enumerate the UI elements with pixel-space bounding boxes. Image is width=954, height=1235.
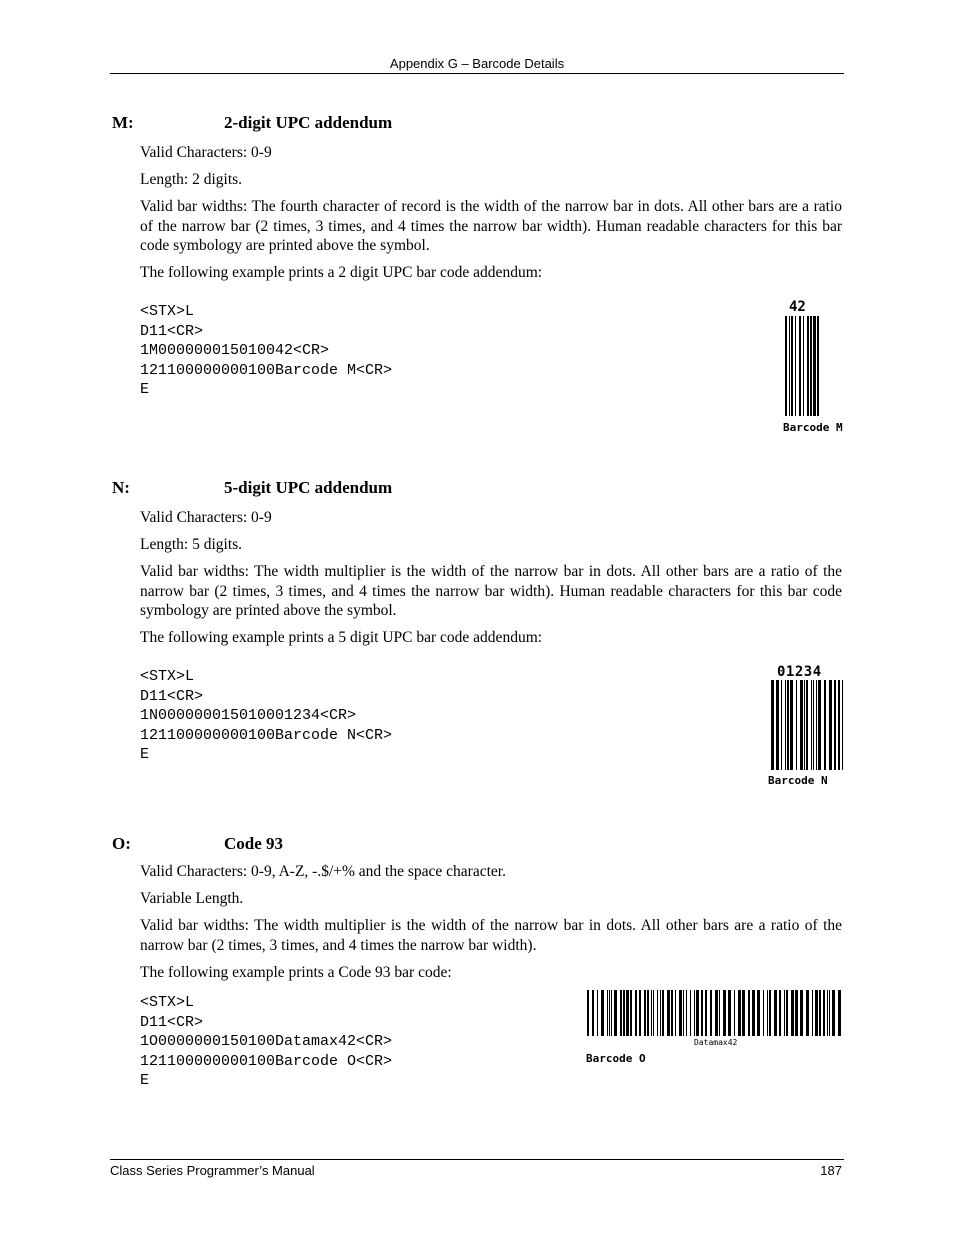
code-line: 1N000000015010001234<CR> [140, 707, 357, 725]
barcode-label: Barcode M [783, 421, 843, 434]
example-intro: The following example prints a 2 digit UPC bar code addendum: [140, 264, 543, 281]
barcode-bar [785, 680, 786, 770]
barcode-bar [752, 990, 755, 1036]
barcode-bar [816, 680, 817, 770]
barcode-bar [787, 680, 789, 770]
barcode-bar [748, 990, 750, 1036]
barcode-bar [795, 316, 796, 416]
section-letter: O: [112, 834, 131, 853]
code-line: <STX>L [140, 994, 195, 1011]
length: Variable Length. [140, 890, 244, 907]
barcode-n-image [771, 680, 843, 770]
barcode-bar [791, 316, 793, 416]
barcode-bar [824, 680, 826, 770]
barcode-label: Barcode N [768, 774, 828, 787]
barcode-human-readable: Datamax42 [694, 1038, 738, 1047]
barcode-bar [842, 680, 843, 770]
section-title: 5-digit UPC addendum [224, 478, 393, 497]
barcode-bar [767, 990, 768, 1036]
barcode-bar [620, 990, 622, 1036]
section-title: Code 93 [224, 834, 284, 853]
barcode-bar [701, 990, 703, 1036]
barcode-bar [679, 990, 682, 1036]
barcode-bar [829, 990, 830, 1036]
barcode-bar [803, 316, 804, 416]
barcode-label: Barcode O [586, 1052, 646, 1065]
barcode-bar [657, 990, 658, 1036]
barcode-bar [784, 990, 785, 1036]
barcode-bar [710, 990, 712, 1036]
barcode-bar [813, 680, 814, 770]
barcode-bar [587, 990, 589, 1036]
barcode-bar [694, 990, 695, 1036]
code-line: D11<CR> [140, 322, 204, 340]
barcode-bar [635, 990, 637, 1036]
barcode-bar [757, 990, 760, 1036]
barcode-bar [818, 680, 821, 770]
page-number: 187 [820, 1163, 842, 1178]
barcode-bar [806, 990, 809, 1036]
barcode-bar [785, 316, 787, 416]
code-line: 121100000000100Barcode M<CR> [140, 361, 393, 379]
barcode-bar [810, 316, 812, 416]
length: Length: 2 digits. [140, 171, 243, 188]
barcode-bar [630, 990, 632, 1036]
barcode-human-readable: 01234 [777, 664, 822, 680]
page-header: Appendix G – Barcode Details [389, 56, 565, 71]
example-intro: The following example prints a 5 digit UPC bar code addendum: [140, 629, 543, 646]
barcode-bar [812, 990, 813, 1036]
barcode-bar [791, 990, 794, 1036]
valid-characters: Valid Characters: 0-9 [140, 144, 272, 161]
barcode-bar [800, 990, 803, 1036]
barcode-bar [675, 990, 676, 1036]
barcode-bar [626, 990, 629, 1036]
valid-characters: Valid Characters: 0-9, A-Z, -.$/+% and the space character. [140, 863, 506, 880]
barcode-bar [832, 990, 835, 1036]
barcode-bar [671, 990, 673, 1036]
barcode-bar [804, 680, 805, 770]
barcode-bar [799, 316, 801, 416]
barcode-bar [769, 990, 771, 1036]
bar-widths-description: Valid bar widths: The fourth character of record is the width of the narrow bar in dots. All other bars are a ratio of the narrow bar (2 times, 3 times, and 4 times the narrow bar width). Human readable characters for this bar code symbology are printed above the symbol. [140, 198, 842, 254]
barcode-bar [815, 990, 818, 1036]
header-rule [110, 73, 844, 74]
code-line: <STX>L [140, 303, 195, 320]
barcode-bar [592, 990, 594, 1036]
barcode-bar [696, 990, 699, 1036]
bar-widths-description: Valid bar widths: The width multiplier is the width of the narrow bar in dots. All other bars are a ratio of the narrow bar (2 times, 3 times, and 4 times the narrow bar width). [140, 917, 842, 954]
barcode-bar [607, 990, 608, 1036]
barcode-bar [786, 990, 788, 1036]
barcode-bar [690, 990, 691, 1036]
barcode-bar [807, 316, 809, 416]
barcode-m-image [785, 316, 819, 416]
barcode-bar [829, 680, 832, 770]
barcode-bar [639, 990, 641, 1036]
length: Length: 5 digits. [140, 536, 243, 553]
barcode-bar [623, 990, 625, 1036]
barcode-bar [715, 990, 718, 1036]
barcode-bar [817, 316, 819, 416]
barcode-bar [686, 990, 687, 1036]
code-line: E [140, 1072, 150, 1090]
code-line: D11<CR> [140, 1013, 204, 1031]
barcode-bar [774, 990, 777, 1036]
barcode-bar [779, 990, 781, 1036]
bar-widths-description: Valid bar widths: The width multiplier is the width of the narrow bar in dots. All other bars are a ratio of the narrow bar (2 times, 3 times, and 4 times the narrow bar width). Human readable characters for this bar code symbology are printed above the symbol. [140, 563, 842, 619]
barcode-o-image [587, 990, 844, 1036]
code-line: 121100000000100Barcode O<CR> [140, 1052, 393, 1070]
section-letter: N: [112, 478, 130, 497]
barcode-bar [647, 990, 649, 1036]
barcode-bar [781, 680, 782, 770]
code-line: 1O0000000150100Datamax42<CR> [140, 1033, 393, 1051]
code-line: 121100000000100Barcode N<CR> [140, 726, 393, 744]
footer-rule [110, 1159, 844, 1160]
barcode-bar [834, 680, 836, 770]
code-line: D11<CR> [140, 687, 204, 705]
section-letter: M: [112, 113, 134, 132]
barcode-bar [651, 990, 652, 1036]
code-line: <STX>L [140, 668, 195, 685]
barcode-bar [827, 990, 828, 1036]
barcode-bar [609, 990, 610, 1036]
barcode-bar [742, 990, 745, 1036]
barcode-bar [790, 680, 793, 770]
barcode-bar [806, 680, 808, 770]
barcode-bar [614, 990, 617, 1036]
barcode-human-readable: 42 [789, 299, 806, 315]
code-line: E [140, 746, 150, 764]
barcode-bar [813, 316, 816, 416]
barcode-bar [660, 990, 661, 1036]
barcode-bar [719, 990, 720, 1036]
barcode-bar [796, 680, 797, 770]
code-example [140, 993, 392, 1091]
barcode-bar [728, 990, 731, 1036]
barcode-bar [838, 680, 840, 770]
barcode-bar [705, 990, 707, 1036]
barcode-bar [776, 680, 779, 770]
barcode-bar [800, 680, 803, 770]
code-example [140, 302, 392, 400]
valid-characters: Valid Characters: 0-9 [140, 509, 272, 526]
barcode-bar [823, 990, 825, 1036]
barcode-bar [819, 990, 821, 1036]
barcode-bar [738, 990, 741, 1036]
barcode-bar [763, 990, 764, 1036]
barcode-bar [734, 990, 735, 1036]
barcode-bar [723, 990, 726, 1036]
barcode-bar [611, 990, 612, 1036]
barcode-bar [662, 990, 664, 1036]
barcode-bar [838, 990, 841, 1036]
barcode-bar [597, 990, 598, 1036]
barcode-bar [771, 680, 774, 770]
barcode-bar [601, 990, 604, 1036]
code-line: 1M000000015010042<CR> [140, 342, 330, 360]
barcode-bar [644, 990, 646, 1036]
code-line: E [140, 381, 150, 399]
barcode-bar [811, 680, 812, 770]
barcode-bar [667, 990, 670, 1036]
barcode-bar [795, 990, 798, 1036]
code-example [140, 667, 392, 765]
barcode-bar [683, 990, 684, 1036]
barcode-bar [653, 990, 654, 1036]
footer-manual-title: Class Series Programmer’s Manual [110, 1163, 315, 1178]
barcode-bar [789, 316, 790, 416]
section-title: 2-digit UPC addendum [224, 113, 393, 132]
example-intro: The following example prints a Code 93 bar code: [140, 964, 452, 981]
